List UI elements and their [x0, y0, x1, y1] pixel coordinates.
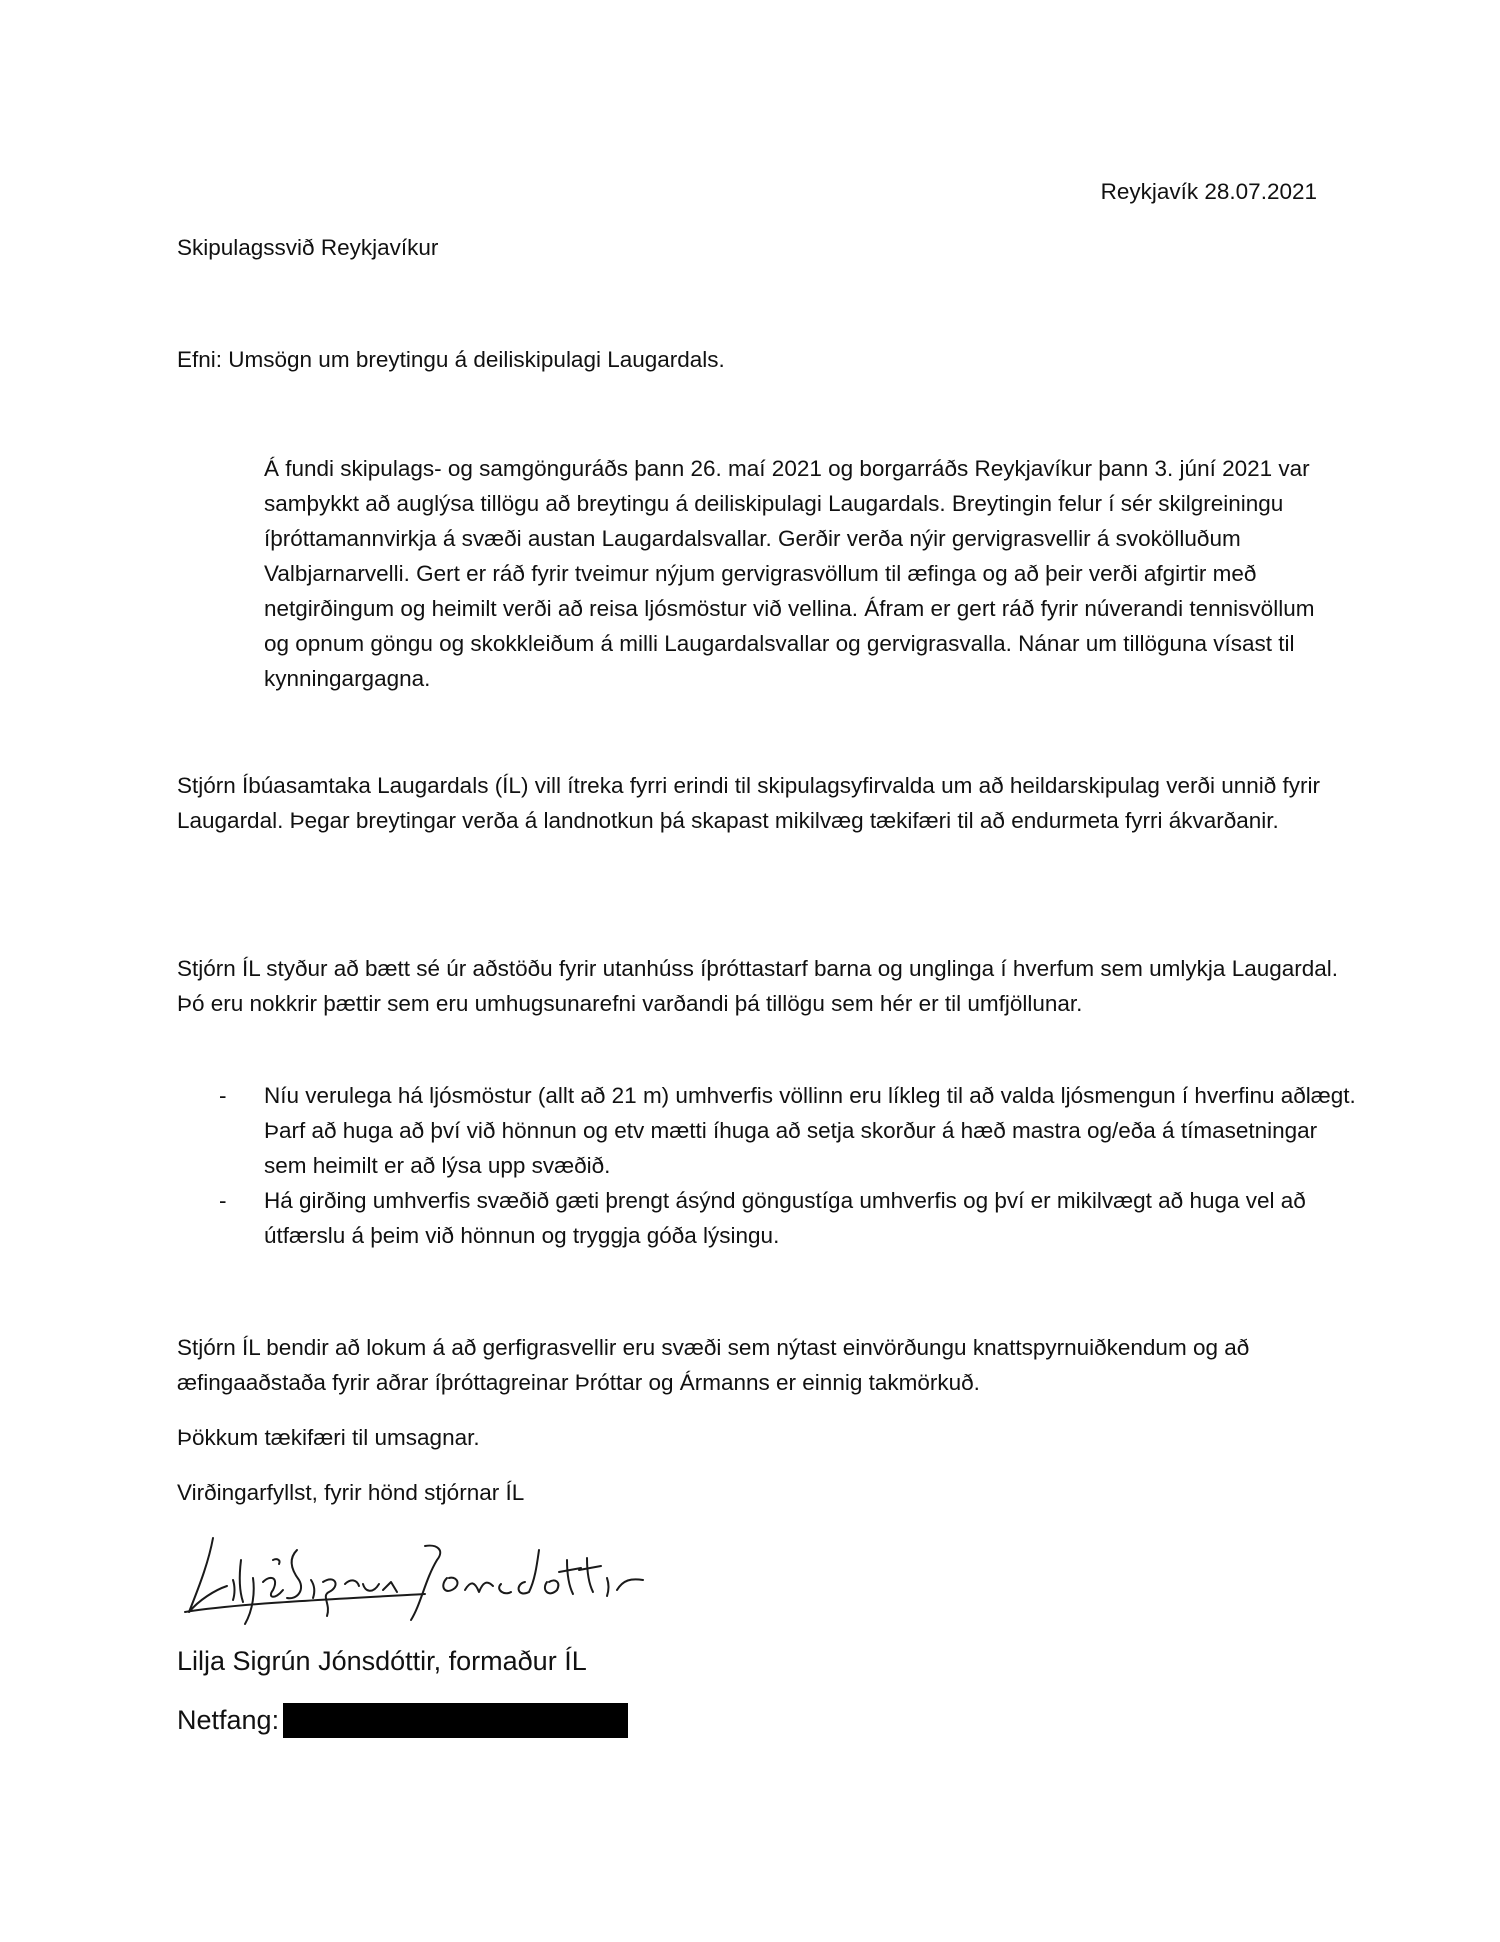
- bullet-dash: -: [219, 1083, 227, 1108]
- intro-paragraph: Á fundi skipulags- og samgönguráðs þann 26. maí 2021 og borgarráðs Reykjavíkur þann 3. júní 2021 var samþykkt að auglýsa tillögu að breytingu á deiliskipulagi Laugardals. Breytingin felur í sér skilgreiningu íþróttamannvirkja á svæði austan Laugardalsvallar. Gerðir verða nýir gervigrasvellir á svokölluðum Valbjarnarvelli. Gert er ráð fyrir tveimur nýjum gervigrasvöllum til æfinga og að þeir verði afgirtir með netgirðingum og heimilt verði að reisa ljósmöstur við vellina. Áfram er gert ráð fyrir núverandi tennisvöllum og opnum göngu og skokkleiðum á milli Laugardalsvallar og gervigrasvalla. Nánar um tillöguna vísast til kynningargagna.: [264, 456, 1315, 691]
- email-row: [177, 1700, 628, 1740]
- redacted-email-bar: [283, 1703, 628, 1738]
- signer-name: Lilja Sigrún Jónsdóttir, formaður ÍL: [177, 1646, 587, 1676]
- handwritten-signature: [175, 1520, 655, 1630]
- letter-recipient: Skipulagssvið Reykjavíkur: [177, 235, 439, 260]
- email-label: Netfang:: [177, 1705, 280, 1735]
- paragraph-concerns: Stjórn ÍL styður að bætt sé úr aðstöðu fyrir utanhúss íþróttastarf barna og unglinga í hverfum sem umlykja Laugardal. Þó eru nokkrir þættir sem eru umhugsunarefni varðandi þá tillögu sem hér er til umfjöllunar.: [177, 956, 1339, 1016]
- concerns-list: [177, 1078, 1357, 1253]
- list-item: [177, 1078, 1357, 1183]
- thanks-line: Þökkum tækifæri til umsagnar.: [177, 1425, 480, 1450]
- letter-subject: Efni: Umsögn um breytingu á deiliskipulagi Laugardals.: [177, 347, 725, 372]
- closing-paragraph: Stjórn ÍL bendir að lokum á að gerfigrasvellir eru svæði sem nýtast einvörðungu knattspyrnuiðkendum og að æfingaaðstaða fyrir aðrar íþróttagreinar Þróttar og Ármanns er einnig takmörkuð.: [177, 1335, 1250, 1395]
- bullet-dash: -: [219, 1188, 227, 1213]
- paragraph-overall-planning: Stjórn Íbúasamtaka Laugardals (ÍL) vill ítreka fyrri erindi til skipulagsyfirvalda um að heildarskipulag verði unnið fyrir Laugardal. Þegar breytingar verða á landnotkun þá skapast mikilvæg tækifæri til að endurmeta fyrri ákvarðanir.: [177, 773, 1321, 833]
- bullet-text: Níu verulega há ljósmöstur (allt að 21 m) umhverfis völlinn eru líkleg til að valda ljósmengun í hverfinu aðlægt. Þarf að huga að því við hönnun og etv mætti íhuga að setja skorður á hæð mastra og/eða á tímasetningar sem heimilt er að lýsa upp svæðið.: [264, 1083, 1356, 1178]
- letter-date: Reykjavík 28.07.2021: [1100, 179, 1317, 204]
- regards-line: Virðingarfyllst, fyrir hönd stjórnar ÍL: [177, 1480, 525, 1505]
- bullet-text: Há girðing umhverfis svæðið gæti þrengt ásýnd göngustíga umhverfis og því er mikilvægt að huga vel að útfærslu á þeim við hönnun og tryggja góða lýsingu.: [264, 1188, 1306, 1248]
- list-item: [177, 1183, 1357, 1253]
